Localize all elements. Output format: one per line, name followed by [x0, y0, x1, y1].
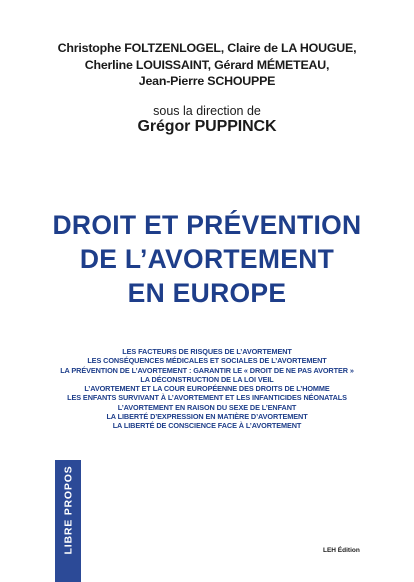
book-title — [0, 208, 414, 310]
title-line: DROIT ET PRÉVENTION — [52, 210, 362, 240]
topic-item: LA PRÉVENTION DE L’AVORTEMENT : GARANTIR LE « DROIT DE NE PAS AVORTER » — [60, 365, 354, 375]
author-line: Cherline LOUISSAINT, Gérard MÉMETEAU, — [84, 57, 330, 72]
topic-item: L’AVORTEMENT EN RAISON DU SEXE DE L’ENFANT — [117, 402, 297, 412]
topic-item: LES CONSÉQUENCES MÉDICALES ET SOCIALES DE L’AVORTEMENT — [87, 356, 327, 366]
author-list — [0, 40, 414, 90]
topic-item: LA LIBERTÉ DE CONSCIENCE FACE À L’AVORTEMENT — [112, 421, 302, 431]
topic-item: LA LIBERTÉ D’EXPRESSION EN MATIÈRE D’AVORTEMENT — [106, 412, 308, 422]
title-line: EN EUROPE — [127, 278, 287, 308]
topic-item: LES FACTEURS DE RISQUES DE L’AVORTEMENT — [122, 347, 292, 356]
collection-label-text: LIBRE PROPOS — [62, 465, 75, 555]
topic-item: LA DÉCONSTRUCTION DE LA LOI VEIL — [140, 374, 274, 384]
topic-item: L’AVORTEMENT ET LA COUR EUROPÉENNE DES DROITS DE L’HOMME — [84, 384, 330, 394]
topic-list — [0, 347, 414, 431]
direction-label: sous la direction de — [153, 104, 261, 118]
title-line: DE L’AVORTEMENT — [79, 244, 335, 274]
director-name: Grégor PUPPINCK — [137, 118, 277, 135]
author-line: Christophe FOLTZENLOGEL, Claire de LA HOUGUE, — [57, 41, 357, 55]
topic-item: LES ENFANTS SURVIVANT À L’AVORTEMENT ET LES INFANTICIDES NÉONATALS — [67, 393, 347, 403]
author-line: Jean-Pierre SCHOUPPE — [138, 74, 276, 88]
publisher-logo-text: LEH Édition — [323, 547, 360, 554]
collection-label — [55, 460, 81, 560]
